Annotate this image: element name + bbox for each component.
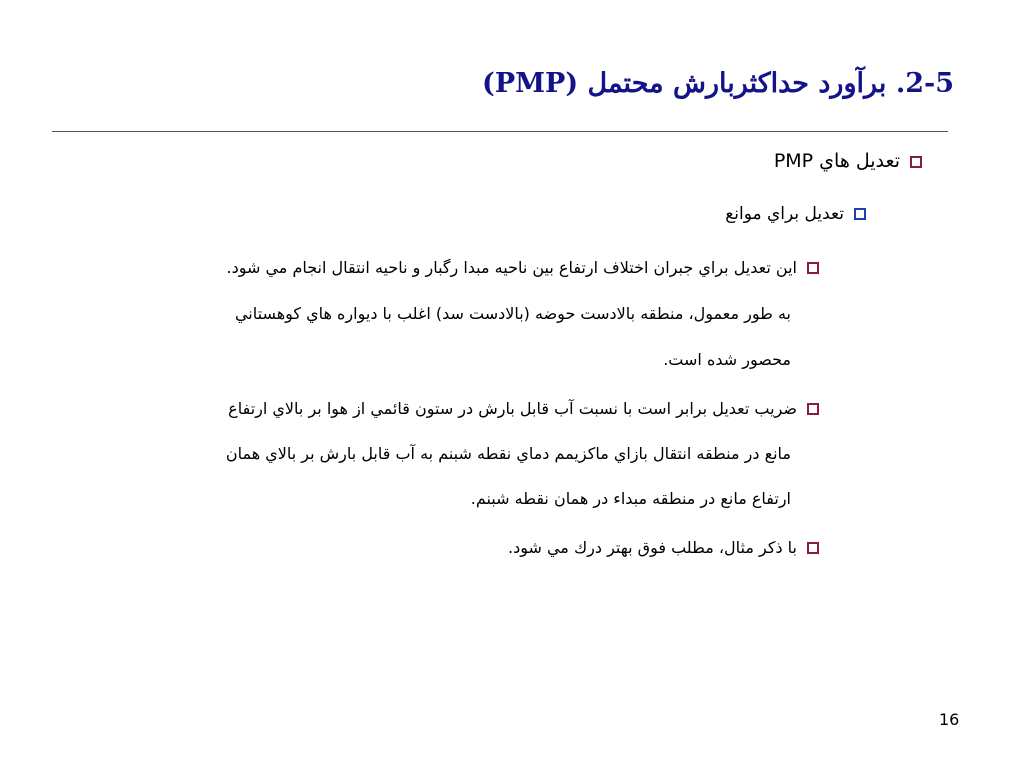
bullet-item-1 <box>89 258 819 277</box>
square-bullet-icon <box>910 156 922 168</box>
bullet-level2 <box>725 204 866 224</box>
bullet-item-1-line-3: محصور شده است. <box>663 350 791 369</box>
title-divider <box>52 131 948 132</box>
bullet-item-2-line-2: مانع در منطقه انتقال بازاي ماكزيمم دماي نقطه شبنم به آب قابل بارش بر بالاي همان <box>225 444 791 463</box>
bullet-item-3 <box>89 538 819 557</box>
square-bullet-icon <box>807 262 819 274</box>
bullet-item-1-line-1: اين تعديل براي جبران اختلاف ارتفاع بين ناحيه مبدا رگبار و ناحيه انتقال انجام مي شود. <box>226 258 797 277</box>
bullet-level2-text: تعديل براي موانع <box>725 204 844 224</box>
bullet-level1-text: تعديل هاي PMP <box>773 150 900 172</box>
square-bullet-icon <box>807 542 819 554</box>
bullet-item-2 <box>89 399 819 418</box>
bullet-item-1-line-2: به طور معمول، منطقه بالادست حوضه (بالادست سد) اغلب با ديواره هاي كوهستاني <box>234 304 791 323</box>
square-bullet-icon <box>854 208 866 220</box>
bullet-item-2-line-3: ارتفاع مانع در منطقه مبداء در همان نقطه شبنم. <box>470 489 791 508</box>
bullet-level1 <box>774 150 922 172</box>
page-number: 16 <box>939 710 960 729</box>
bullet-item-3-text: با ذكر مثال، مطلب فوق بهتر درك مي شود. <box>508 538 797 557</box>
square-bullet-icon <box>807 403 819 415</box>
slide-title: 2-5. برآورد حداكثربارش محتمل (PMP) <box>482 68 954 99</box>
bullet-item-2-line-1: ضريب تعديل برابر است با نسبت آب قابل بارش در ستون قائمي از هوا بر بالاي ارتفاع <box>228 399 797 418</box>
